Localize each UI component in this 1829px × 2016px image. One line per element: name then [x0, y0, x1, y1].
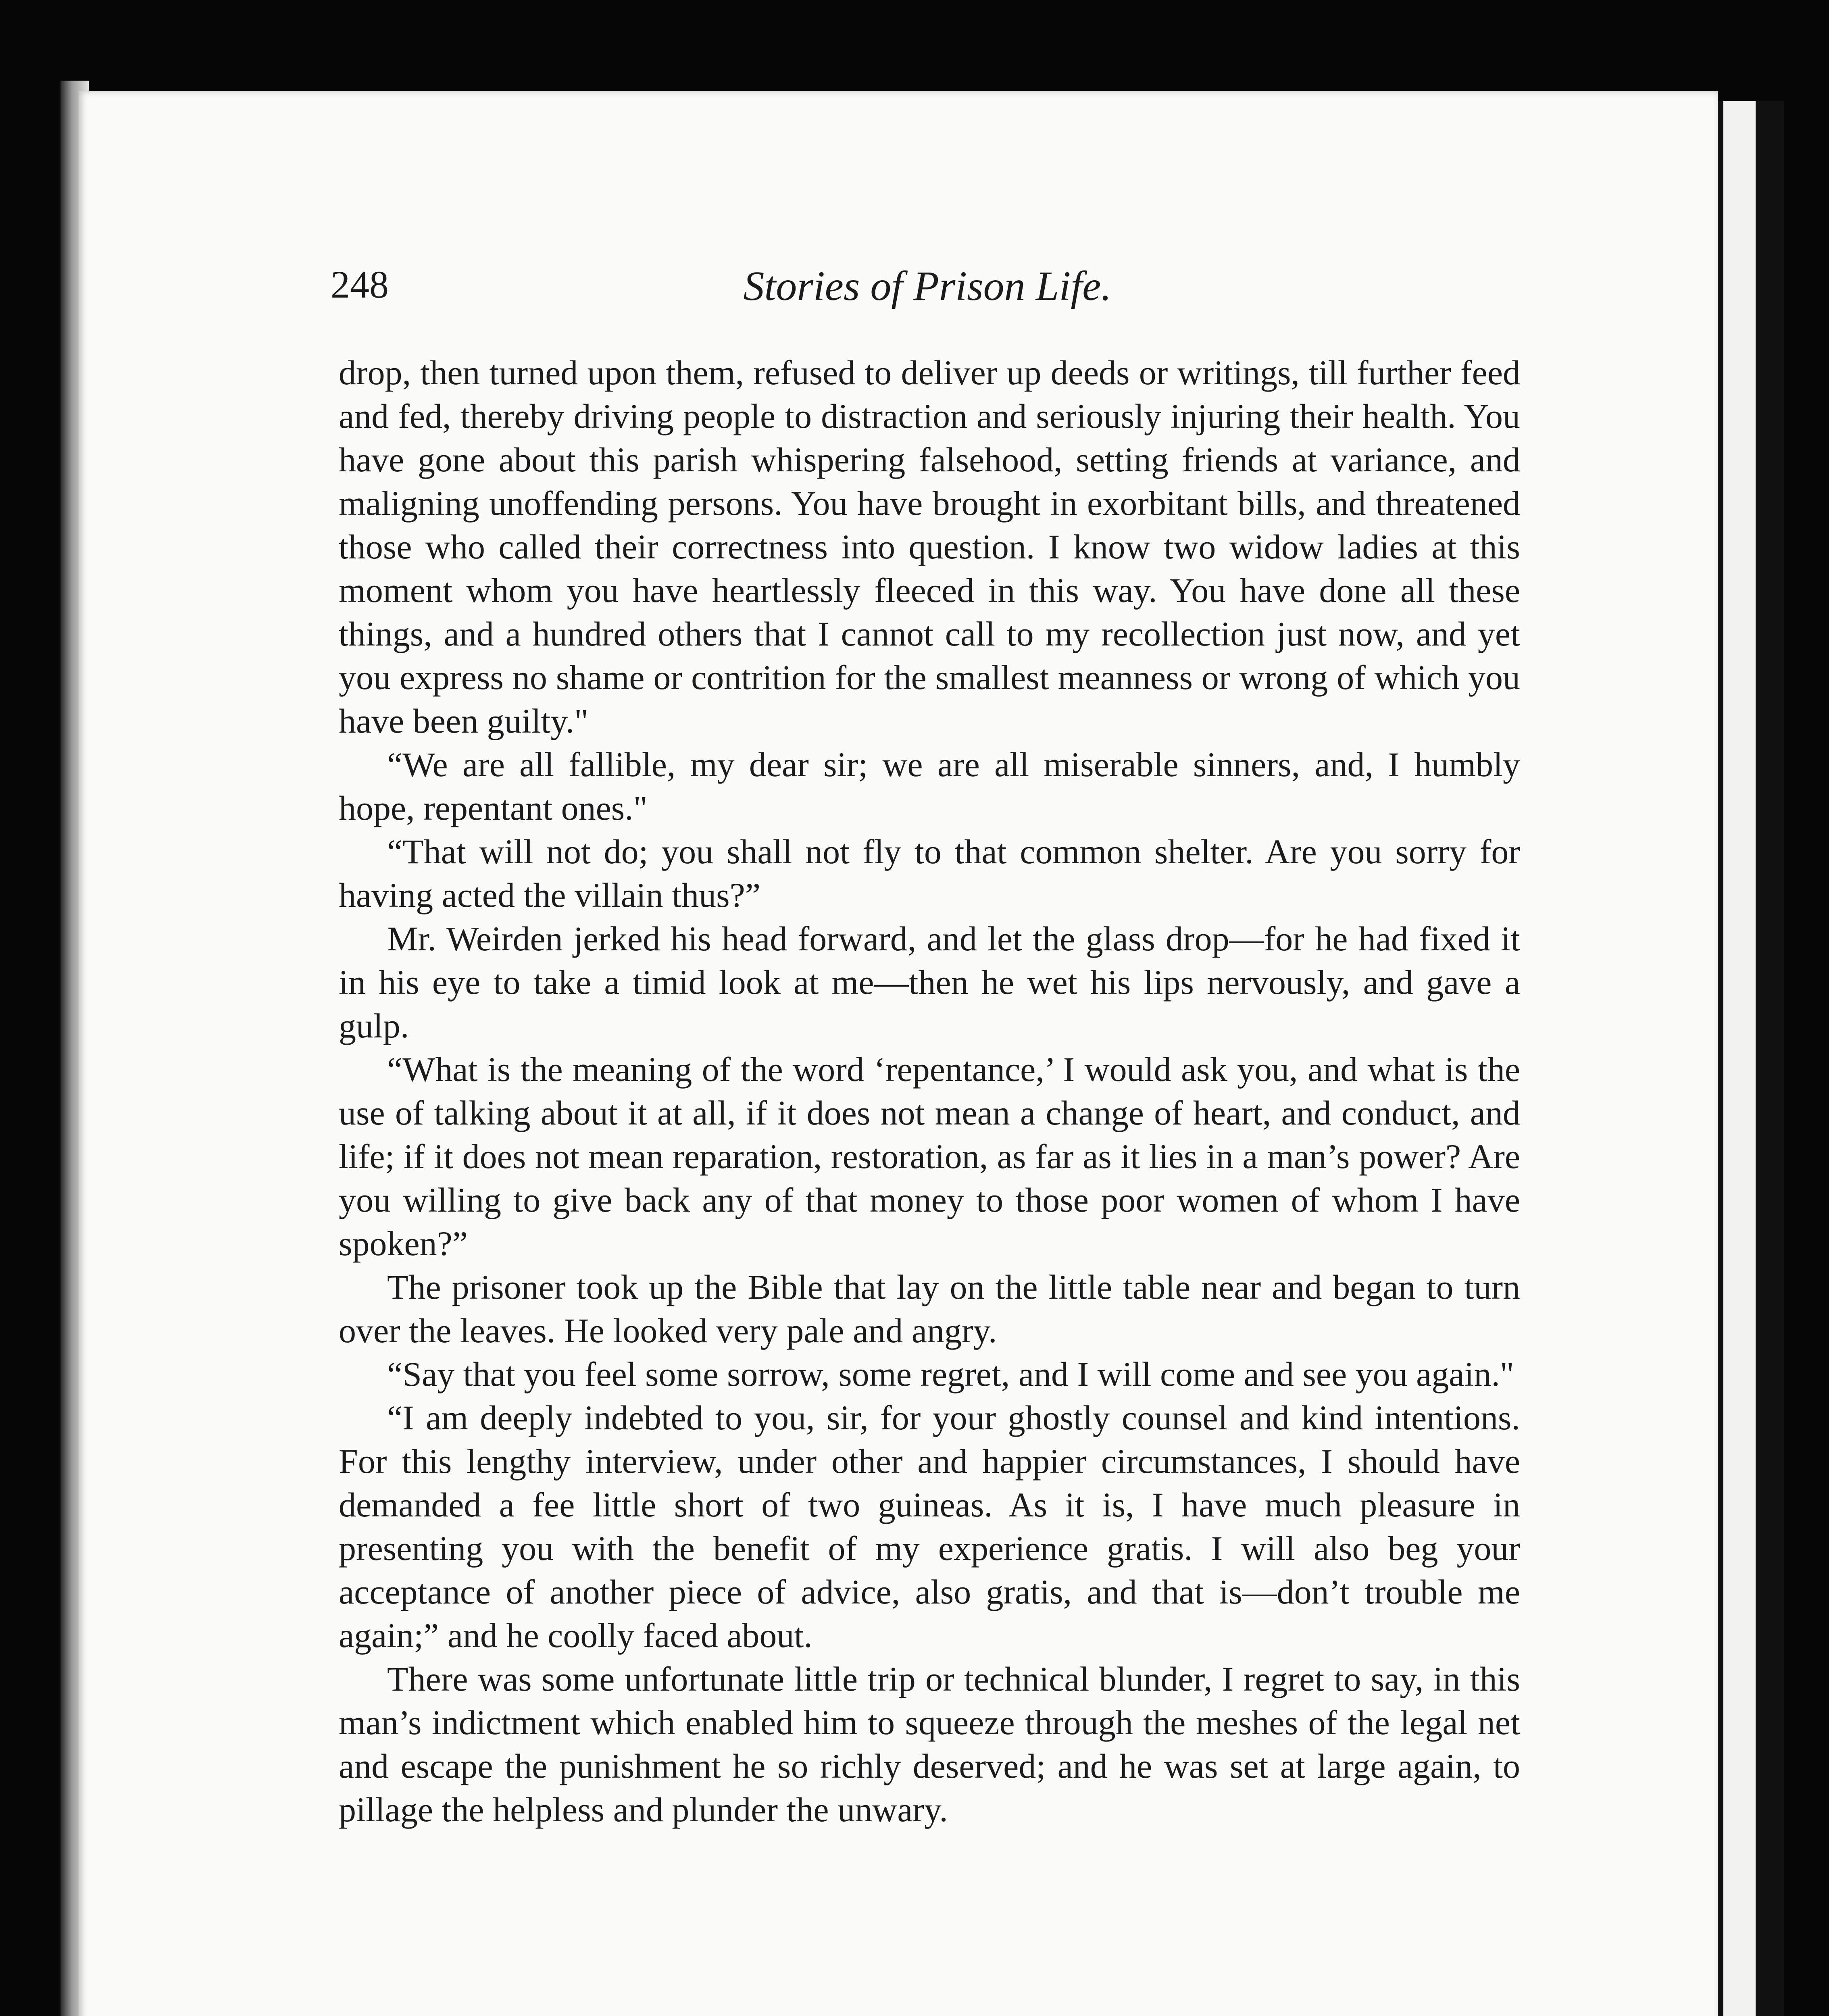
paragraph: There was some unfortunate little trip or technical blunder, I regret to say, in this man’s indictment which enabled him to squeeze through the meshes of the legal net and escape the punishment he so richly deserved; and he was set at large again, to pillage the helpless and plunder the unwary.: [339, 1660, 1520, 1829]
paragraph: “What is the meaning of the word ‘repentance,’ I would ask you, and what is the use of talking about it at all, if it does not mean a change of heart, and conduct, and life; if it does not mean reparation, restoration, as far as it lies in a man’s power? Are you willing to give back any of that money to those poor women of whom I have spoken?”: [339, 1050, 1520, 1263]
paragraph: The prisoner took up the Bible that lay on the little table near and began to turn over the leaves. He looked very pale and angry.: [339, 1268, 1520, 1350]
paragraph: drop, then turned upon them, refused to deliver up deeds or writings, till further feed and fed, thereby driving people to distraction and seriously injuring their health. You have gone about this parish whispering falsehood, setting friends at variance, and maligning unoffending persons. You have brought in exorbitant bills, and threatened those who called their correctness into question. I know two widow ladies at this moment whom you have heartlessly fleeced in this way. You have done all these things, and a hundred others that I cannot call to my recollection just now, and yet you express no shame or contrition for the smallest meanness or wrong of which you have been guilty.": [339, 353, 1520, 740]
paragraph: “I am deeply indebted to you, sir, for your ghostly counsel and kind intentions. For this lengthy interview, under other and happier circumstances, I should have demanded a fee little short of two guineas. As it is, I have much pleasure in presenting you with the benefit of my experience gratis. I will also beg your acceptance of another piece of advice, also gratis, and that is—don’t trouble me again;” and he coolly faced about.: [339, 1398, 1520, 1655]
page-number: 248: [331, 263, 389, 306]
paragraph: “Say that you feel some sorrow, some regret, and I will come and see you again.": [387, 1355, 1514, 1393]
page-header: [331, 262, 1524, 331]
body-text: [339, 351, 1520, 1831]
paragraph: “We are all fallible, my dear sir; we are all miserable sinners, and, I humbly hope, repentant ones.": [339, 745, 1520, 827]
paragraph: Mr. Weirden jerked his head forward, and let the glass drop—for he had fixed it in his eye to take a timid look at me—then he wet his lips nervously, and gave a gulp.: [339, 919, 1520, 1045]
running-title: Stories of Prison Life.: [743, 263, 1112, 309]
paragraph: “That will not do; you shall not fly to that common shelter. Are you sorry for having acted the villain thus?”: [339, 832, 1520, 914]
adjacent-page-edge: [1718, 101, 1784, 2016]
